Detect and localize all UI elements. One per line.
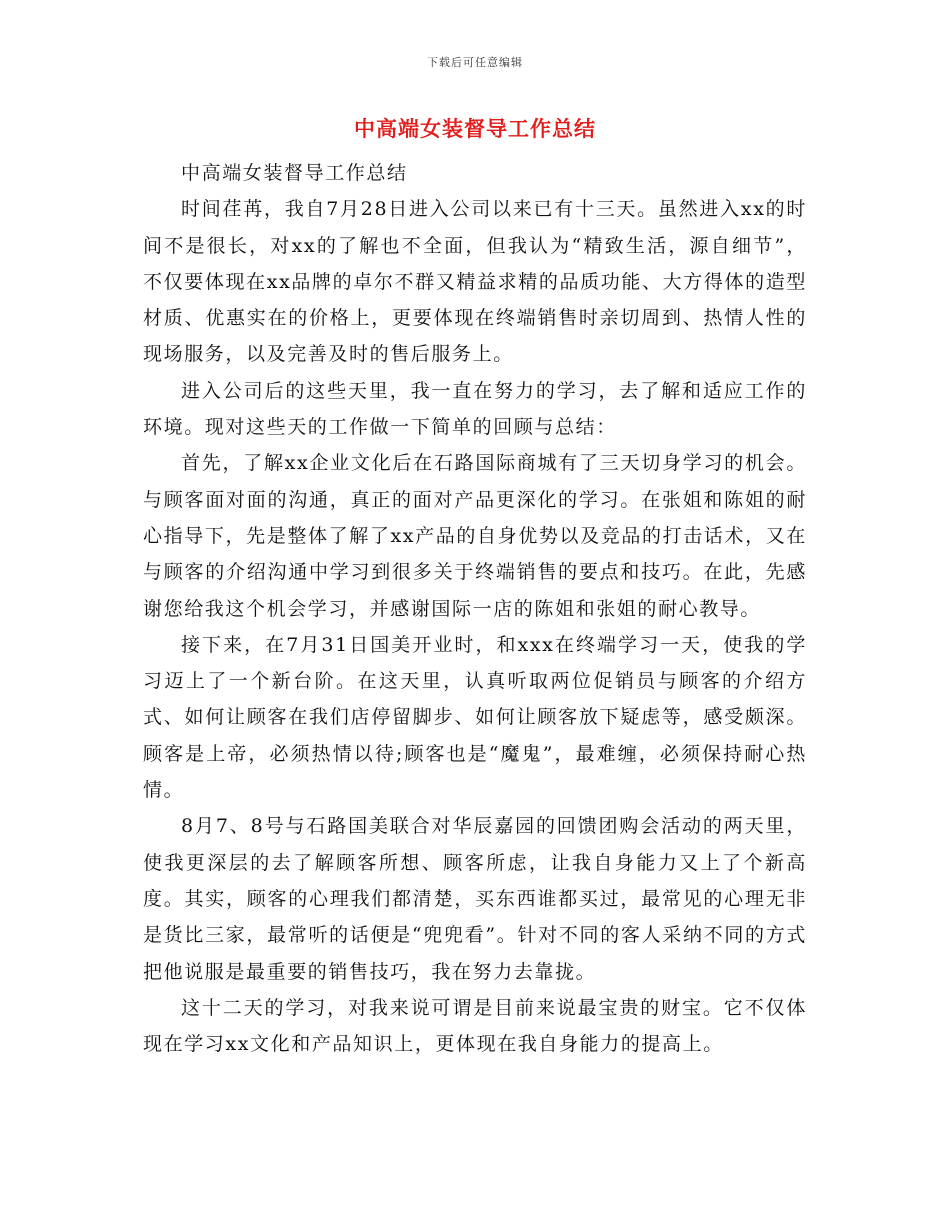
paragraph-next: 接下来，在7月31日国美开业时，和xxx在终端学习一天，使我的学习迈上了一个新台阶。在这天里，认真听取两位促销员与顾客的介绍方式、如何让顾客在我们店停留脚步、如何让顾客放下疑虑等，感受颇深。顾客是上帝，必须热情以待;顾客也是“魔鬼”，最难缠，必须保持耐心热情。 bbox=[143, 633, 807, 802]
document-body bbox=[143, 155, 807, 1062]
paragraph-intro: 时间荏苒，我自7月28日进入公司以来已有十三天。虽然进入xx的时间不是很长，对xx的了解也不全面，但我认为“精致生活，源自细节”，不仅要体现在xx品牌的卓尔不群又精益求精的品质功能、大方得体的造型材质、优惠实在的价格上，更要体现在终端销售时亲切周到、热情人性的现场服务，以及完善及时的售后服务上。 bbox=[143, 198, 807, 366]
paragraph-first: 首先，了解xx企业文化后在石路国际商城有了三天切身学习的机会。与顾客面对面的沟通，真正的面对产品更深化的学习。在张姐和陈姐的耐心指导下，先是整体了解了xx产品的自身优势以及竞品的打击话术，又在与顾客的介绍沟通中学习到很多关于终端销售的要点和技巧。在此，先感谢您给我这个机会学习，并感谢国际一店的陈姐和张姐的耐心教导。 bbox=[143, 452, 807, 620]
paragraph-event: 8月7、8号与石路国美联合对华辰嘉园的回馈团购会活动的两天里，使我更深层的去了解顾客所想、顾客所虑，让我自身能力又上了个新高度。其实，顾客的心理我们都清楚，买东西谁都买过，最常见的心理无非是货比三家，最常听的话便是“兜兜看”。针对不同的客人采纳不同的方式把他说服是最重要的销售技巧，我在努力去靠拢。 bbox=[143, 815, 807, 983]
paragraph-overview: 进入公司后的这些天里，我一直在努力的学习，去了解和适应工作的环境。现对这些天的工作做一下简单的回顾与总结： bbox=[143, 379, 807, 439]
page-header-note: 下载后可任意编辑 bbox=[427, 56, 523, 69]
paragraph-subtitle: 中高端女装督导工作总结 bbox=[181, 162, 408, 184]
paragraph-summary: 这十二天的学习，对我来说可谓是目前来说最宝贵的财宝。它不仅体现在学习xx文化和产品知识上，更体现在我自身能力的提高上。 bbox=[143, 996, 807, 1056]
document-title: 中高端女装督导工作总结 bbox=[354, 116, 596, 141]
